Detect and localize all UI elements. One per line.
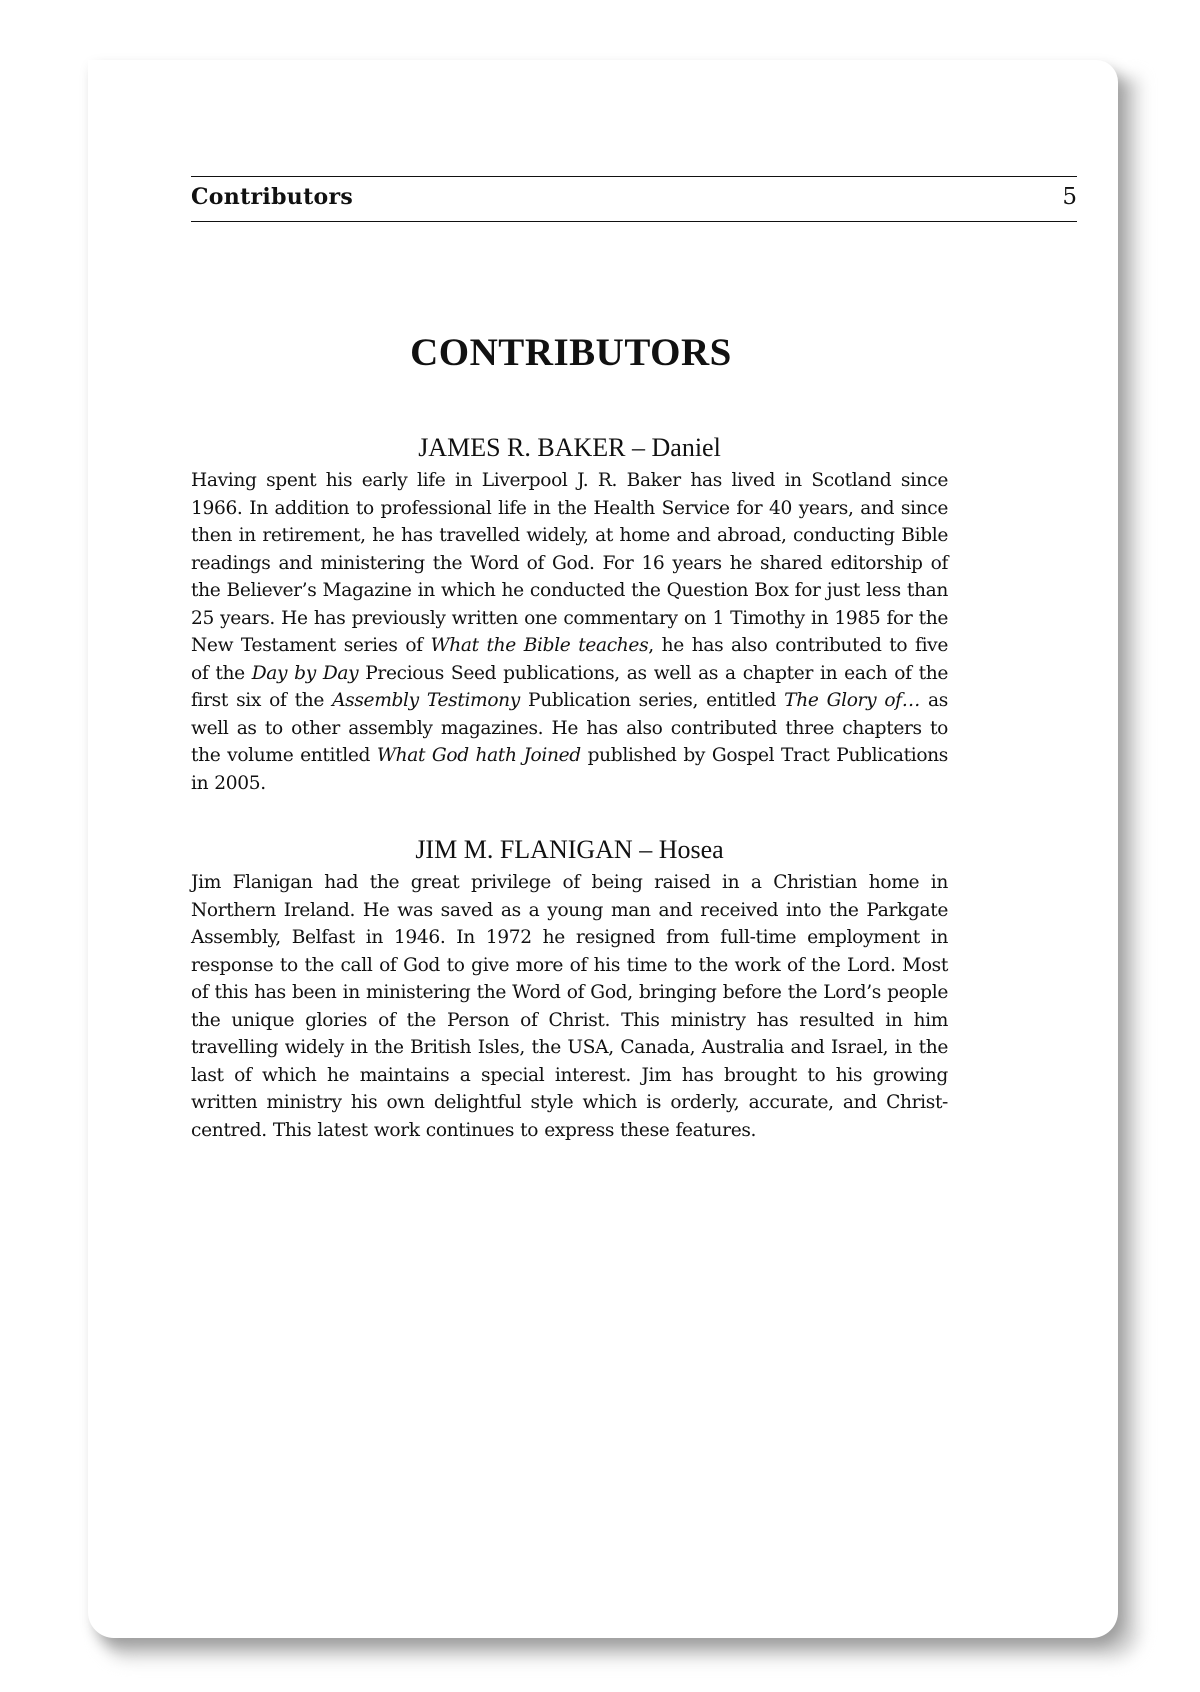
bio-text: Publication series, entitled bbox=[519, 690, 785, 711]
contributor-bio bbox=[191, 467, 948, 797]
bio-text: , he has also contributed to five of the bbox=[191, 635, 948, 684]
chapter-title: CONTRIBUTORS bbox=[410, 331, 732, 374]
page-number: 5 bbox=[1062, 184, 1077, 210]
running-head bbox=[191, 176, 1077, 222]
bio-text-italic: Day by Day bbox=[251, 662, 359, 684]
bio-text-italic: Assembly Testimony bbox=[332, 690, 520, 711]
bio-text-italic: What the Bible teaches bbox=[430, 635, 649, 656]
contributor-heading: JAMES R. BAKER – Daniel bbox=[418, 433, 721, 462]
bio-text: Jim Flanigan had the great privilege of being raised in a Christian home in Northern Ireland. He was saved as a young man and received into the Parkgate Assembly, Belfast in 1946. In 1972 he resigned from full-time employment in response to the call of God to give more of his time to the work of the Lord. Most of this has been in ministering the Word of God, bringing before the Lord’s people the unique glories of the Person of Christ. This ministry has resulted in him travelling widely in the British Isles, the USA, Canada, Australia and Israel, in the last of which he maintains a special interest. Jim has brought to his growing written ministry his own delightful style which is orderly, accurate, and Christ-centred. This latest work continues to express these features. bbox=[191, 872, 948, 1141]
bio-text-italic: What God hath Joined bbox=[376, 745, 581, 766]
contributor-entry-flanigan bbox=[191, 835, 948, 1144]
bio-text: Having spent his early life in Liverpool J. R. Baker has lived in Scotland since 1966. In addition to professional life in the Health Service for 40 years, and since then in retirement, he has travelled widely, at home and abroad, conducting Bible readings and ministering the Word of God. For 16 years he shared editorship of the Believer’s Magazine in which he conducted the Question Box for just less than 25 years. He has previously written one commentary on 1 Timothy in 1985 for the New Testament series of bbox=[191, 470, 948, 656]
bio-text: published by Gospel Tract Publications in 2005. bbox=[191, 745, 948, 794]
contributor-bio bbox=[191, 869, 948, 1144]
contributor-entry-baker bbox=[191, 433, 948, 797]
bio-text: Precious Seed publications, as well as a chapter in each of the first six of the bbox=[191, 662, 948, 711]
contributor-heading: JIM M. FLANIGAN – Hosea bbox=[415, 835, 724, 864]
bio-text-italic: The Glory of… bbox=[784, 690, 920, 711]
running-head-title: Contributors bbox=[191, 184, 354, 210]
bio-text: as well as to other assembly magazines. He has also contributed three chapters to the volume entitled bbox=[191, 690, 948, 766]
